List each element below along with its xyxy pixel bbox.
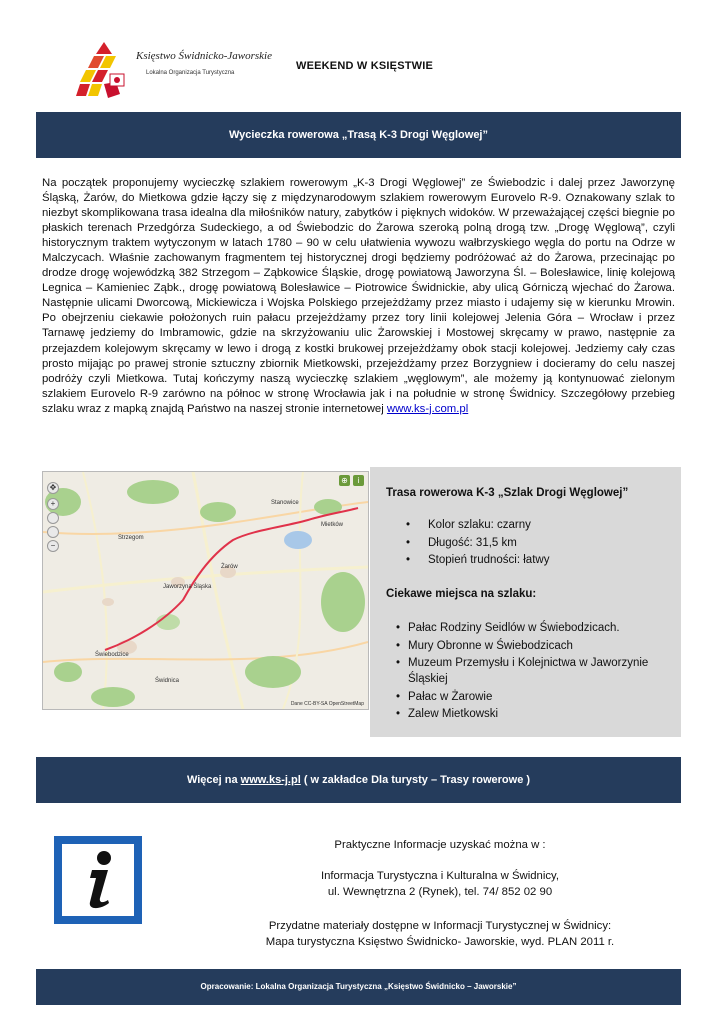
page-heading: WEEKEND W KSIĘSTWIE [296,60,434,72]
map-canvas [43,472,368,709]
logo-title: Księstwo Świdnicko-Jaworskie [136,50,272,62]
map-zoom-out-button[interactable]: − [47,540,59,552]
route-fact: • Kolor szlaku: czarny [406,519,549,537]
more-info-suffix: ( w zakładce Dla turysty – Trasy rowerowe ) [300,774,531,786]
article-paragraph: Na początek proponujemy wycieczkę szlakiem rowerowym „K-3 Drogi Węglowej” ze Świebodzic i dalej przez Jaworzynę Śląską, Żarów, do Mietkowa gdzie łączy się z międzynarodowym szlakiem rowerowym Eurovelo R-9. Oznakowany szlak to niezbyt skomplikowana trasa idealna dla miłośników natury, zabytków i pięknych widoków. W przeważającej części biegnie po płaskich terenach Przedgórza Sudeckiego, a od Świebodzic do Żarowa szeroką polną drogą tzw. „Drogę Węglową”, czyli historycznym traktem wytyczonym w latach 1780 – 90 w celu ułatwienia wywozu wałbrzyskiego węgla do portu na Odrze w Malczycach. Właśnie zachowanym fragmentem tej historycznej drogi będziemy podróżować aż do Żarowa, przecinając po drodze drogę wojewódzką 382 Strzegom – Ząbkowice Śląskie, drogę powiatową Jaworzyna Śl. – Bolesławice, linię kolejową Legnica – Kamieniec Ząbk., drogę powiatową Bolesławice – Piotrowice Świdnickie, aby ulicą Górniczą wjechać do Żarowa. Następnie ulicami Dworcową, Mickiewicza i Wojska Polskiego przejeżdżamy przez miasto i udajemy się w kierunku Mrowin. Po obejrzeniu ciekawie położonych ruin pałacu przejeżdżamy przez tory linii kolejowej Jelenia Góra – Wrocław i przez Tarnawę jedziemy do Imbramowic, gdzie na skrzyżowaniu ulic Żarowskiej i Mostowej skręcamy w prawo, następnie za przejazdem kolejowym skręcamy w lewo i drogą z kostki brukowej przejeżdżamy obok stacji kolejowej. Jedziemy cały czas prosto mijając po prawej stronie sztuczny zbiornik Mietkowski, przejeżdżamy przez Borzygniew i docieramy do celu naszej podróży czyli Mietkowa. Tutaj kończymy naszą wycieczkę szlakiem „węglowym”, ale możemy ją kontynuować zielonym szlakiem Eurovelo R-9 zarówno na północ w stronę Wrocławia jak i na południe w stronę Świdnicy. Szczegółowy przebieg szlaku wraz z mapką znajdą Państwo na naszej stronie internetowej [42,177,675,415]
place-item: • Pałac Rodziny Seidlów w Świebodzicach. [394,620,674,636]
map-info-icon[interactable]: i [353,475,364,486]
materials-info [200,918,680,950]
route-map[interactable] [42,471,369,710]
map-zoom-level-button[interactable] [47,512,59,524]
map-label: Świdnica [155,678,180,684]
logo-subtitle: Lokalna Organizacja Turystyczna [146,70,235,76]
organization-logo [76,40,272,100]
map-label: Mietków [321,522,344,528]
website-link[interactable]: www.ks-j.com.pl [386,402,469,415]
place-item: • Mury Obronne w Świebodzicach [394,638,674,654]
route-facts-list [406,519,549,572]
map-label: Świebodzice [95,652,129,658]
materials-item: Mapa turystyczna Księstwo Świdnicko- Jaworskie, wyd. PLAN 2011 r. [265,936,615,948]
logo-emblem-icon [76,40,136,100]
more-info-prefix: Więcej na [186,774,241,786]
map-zoom-in-button[interactable]: + [47,498,59,510]
route-info-box [370,467,681,737]
map-label: Strzegom [118,535,144,541]
office-address: ul. Wewnętrzna 2 (Rynek), tel. 74/ 852 02 90 [327,886,553,898]
place-item: • Zalew Mietkowski [394,706,674,722]
office-name: Informacja Turystyczna i Kulturalna w Świdnicy, [320,870,560,882]
practical-intro: Praktyczne Informacje uzyskać można w : [334,839,546,851]
route-title: Trasa rowerowa K-3 „Szlak Drogi Węglowej” [386,487,629,499]
tourist-info-sign-icon [54,836,142,924]
footer-credit: Opracowanie: Lokalna Organizacja Turystyczna „Księstwo Świdnicko – Jaworskie” [200,982,517,991]
map-label: Jaworzyna Śląska [163,584,212,590]
map-layers-icon[interactable]: ⊕ [339,475,350,486]
route-fact: • Długość: 31,5 km [406,537,549,555]
place-item: • Pałac w Żarowie [394,689,674,705]
map-pan-button[interactable]: ✥ [47,482,59,494]
footer-banner [36,969,681,1005]
map-label: Stanowice [271,500,299,506]
title-banner-text: Wycieczka rowerowa „Trasą K-3 Drogi Węglowej” [229,129,488,141]
places-list [394,620,674,724]
places-heading: Ciekawe miejsca na szlaku: [386,588,537,600]
map-zoom-level-button[interactable] [47,526,59,538]
materials-intro: Przydatne materiały dostępne w Informacji Turystycznej w Świdnicy: [268,920,612,932]
map-label: Żarów [221,564,238,570]
place-item: • Muzeum Przemysłu i Kolejnictwa w Jaworzynie Śląskiej [394,655,674,687]
title-banner [36,112,681,158]
more-info-banner [36,757,681,803]
tourist-office-info [200,868,680,900]
more-info-link[interactable]: www.ks-j.pl [240,774,301,786]
article-text [42,176,675,417]
map-attribution: Dane CC-BY-SA OpenStreetMap [290,701,364,707]
route-fact: • Stopień trudności: łatwy [406,554,549,572]
